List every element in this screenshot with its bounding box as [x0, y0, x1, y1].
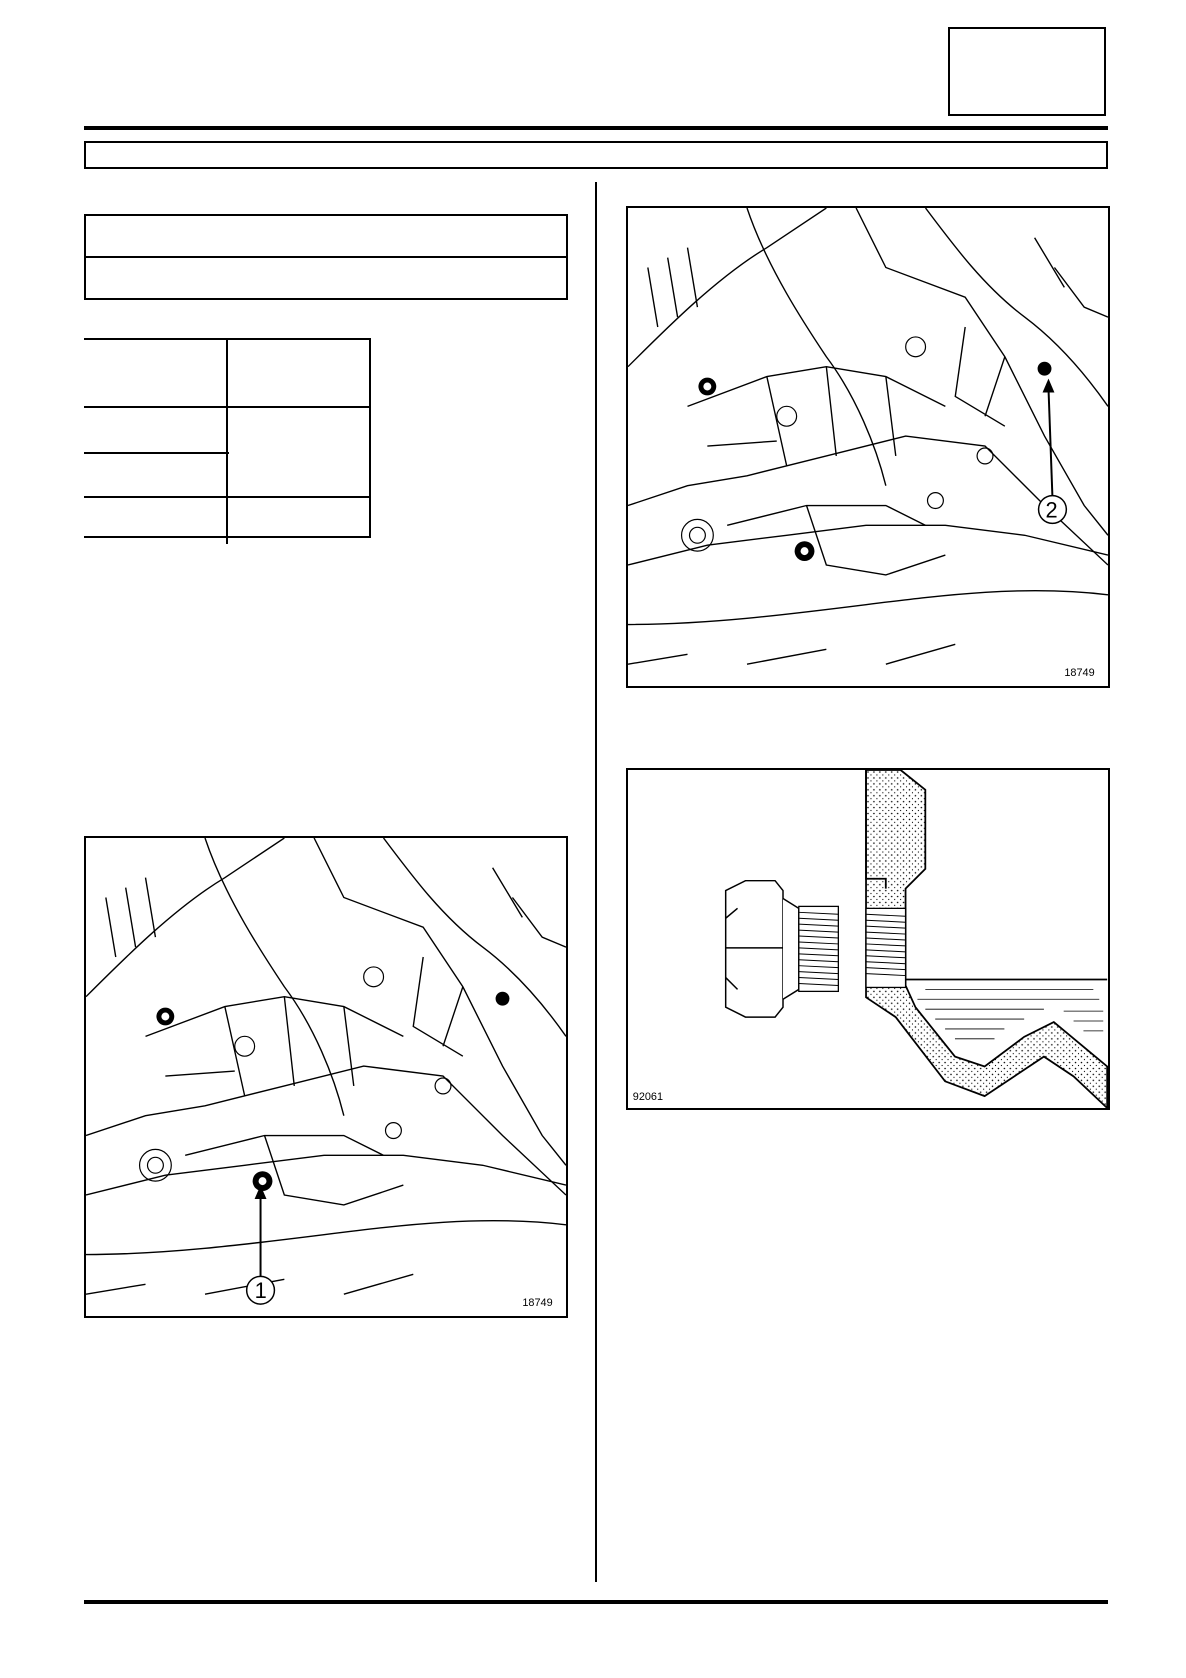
section-title-bar: [84, 141, 1108, 169]
figure-transmission-level: [626, 206, 1110, 688]
header-rule: [84, 126, 1108, 130]
page-tab-box: [948, 27, 1106, 116]
spec-table: [84, 338, 371, 538]
drain-plug-section-drawing-icon: [628, 770, 1108, 1108]
spec-table-rule: [84, 452, 229, 454]
figure-number: 92061: [632, 1091, 663, 1104]
info-box: [84, 214, 568, 300]
figure-number: 18749: [1064, 667, 1095, 680]
transmission-drawing-icon: [628, 208, 1108, 686]
spec-table-rule: [226, 338, 228, 544]
callout-label: 2: [1045, 497, 1058, 523]
figure-transmission-drain: [84, 836, 568, 1318]
transmission-drawing-icon: [86, 838, 566, 1316]
spec-table-rule: [369, 338, 371, 538]
column-divider: [595, 182, 597, 1582]
info-box-divider: [86, 256, 566, 258]
footer-rule: [84, 1600, 1108, 1604]
callout-label: 1: [254, 1278, 267, 1304]
figure-number: 18749: [522, 1297, 553, 1310]
figure-plug-section: [626, 768, 1110, 1110]
